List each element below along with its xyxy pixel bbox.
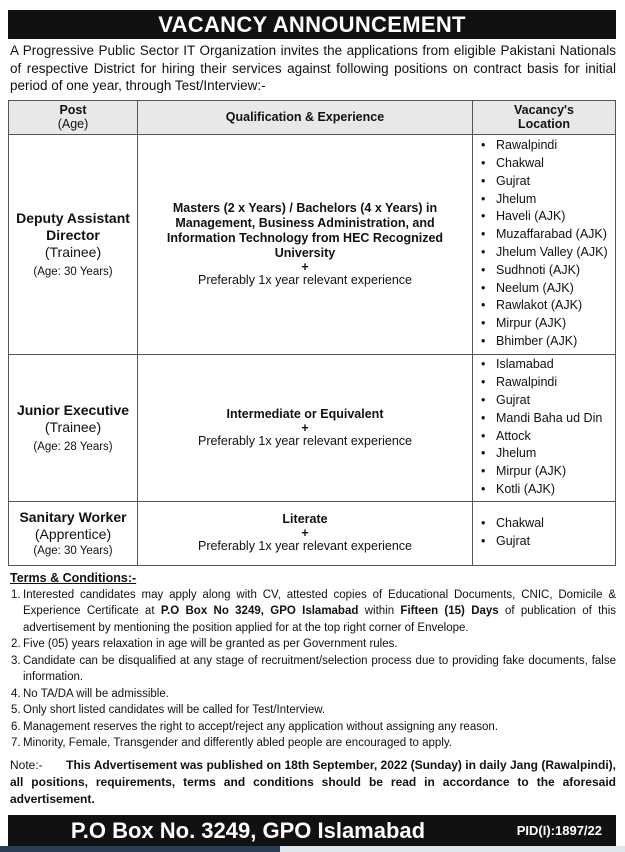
list-item: • Islamabad: [479, 356, 611, 374]
term-number: 5.: [11, 704, 21, 716]
term-text: Five (05) years relaxation in age will be granted as per Government rules.: [23, 638, 398, 650]
table-header-row: [9, 100, 616, 134]
terms-heading: Terms & Conditions:-: [10, 570, 137, 585]
table-row: [9, 134, 616, 354]
note-paragraph: [10, 757, 616, 808]
post-age: (Age: 30 Years): [33, 266, 113, 278]
list-item: • Chakwal: [479, 155, 611, 173]
location-list: [479, 515, 611, 551]
header-post-sub: (Age): [57, 117, 89, 131]
list-item: [8, 636, 616, 653]
list-item: • Sudhnoti (AJK): [479, 262, 611, 280]
qualification-cell: [138, 354, 473, 501]
list-item: [8, 587, 616, 637]
header-qualification: Qualification & Experience: [138, 100, 473, 134]
list-item: [8, 702, 616, 719]
location-list: [479, 137, 611, 351]
term-text: Management reserves the right to accept/reject any application without assigning any reason.: [23, 720, 498, 733]
intro-paragraph: A Progressive Public Sector IT Organization invites the applications from eligible Pakistani Nationals of respective District for hiring their services against following positions on contract basis for initial period of one year, through Test/Interview:-: [10, 43, 616, 93]
post-age: (Age: 28 Years): [33, 441, 113, 453]
term-number: 2.: [11, 638, 21, 650]
table-row: [9, 501, 616, 565]
header-post-label: Post: [59, 103, 87, 117]
location-cell: [473, 134, 616, 354]
header-location: [473, 100, 616, 134]
qualification-text: Literate: [282, 512, 328, 526]
list-item: • Jhelum: [479, 445, 611, 463]
post-title-line2: Director: [46, 227, 100, 243]
qualification-cell: [138, 501, 473, 565]
plus-sign: +: [301, 420, 309, 435]
post-age: (Age: 30 Years): [33, 545, 113, 557]
list-item: • Attock: [479, 428, 611, 446]
experience-text: Preferably 1x year relevant experience: [197, 272, 412, 287]
bottom-edge-highlight: [280, 846, 625, 852]
header-location-line2: Location: [517, 117, 571, 131]
vacancy-table: [8, 100, 616, 566]
post-title: Sanitary Worker: [19, 509, 127, 525]
experience-text: Preferably 1x year relevant experience: [197, 539, 412, 553]
list-item: • Muzaffarabad (AJK): [479, 226, 611, 244]
list-item: [8, 719, 616, 736]
location-cell: [473, 501, 616, 565]
post-subtitle: (Apprentice): [34, 526, 112, 542]
header-location-line1: Vacancy's: [514, 103, 574, 117]
term-text: within: [358, 605, 401, 617]
term-text: Interested candidates may apply along with CV, attested copies of Educational Documents, CNIC, Domicile & Experience Certificate at: [23, 588, 616, 617]
list-item: [8, 686, 616, 703]
post-title: Junior Executive: [16, 402, 130, 418]
list-item: • Neelum (AJK): [479, 280, 611, 298]
term-deadline: Fifteen (15) Days: [400, 605, 499, 617]
term-text: Minority, Female, Transgender and differently abled people are encouraged to apply.: [23, 737, 452, 749]
list-item: • Rawalpindi: [479, 374, 611, 392]
list-item: • Rawlakot (AJK): [479, 297, 611, 315]
page-title: VACANCY ANNOUNCEMENT: [8, 10, 616, 39]
term-number: 1.: [11, 588, 21, 601]
post-cell: [9, 501, 138, 565]
footer-bar: [8, 815, 616, 846]
list-item: • Mirpur (AJK): [479, 463, 611, 481]
qualification-cell: [138, 134, 473, 354]
qualification-text: Intermediate or Equivalent: [226, 406, 384, 421]
footer-pid: PID(I):1897/22: [516, 823, 602, 838]
list-item: • Chakwal: [479, 515, 611, 533]
qualification-text: Masters (2 x Years) / Bachelors (4 x Years) in Management, Business Administration, and Information Technology from HEC Recognized University: [166, 200, 444, 260]
term-number: 3.: [11, 654, 21, 667]
list-item: • Gujrat: [479, 173, 611, 191]
term-text: Candidate can be disqualified at any stage of recruitment/selection process due to providing fake documents, false information.: [23, 654, 616, 683]
list-item: • Jhelum Valley (AJK): [479, 244, 611, 262]
list-item: [8, 735, 616, 752]
plus-sign: +: [301, 526, 309, 540]
post-title: Deputy Assistant: [16, 210, 130, 226]
list-item: • Rawalpindi: [479, 137, 611, 155]
vacancy-advertisement: [8, 10, 616, 808]
note-label: Note:-: [10, 757, 43, 772]
list-item: • Gujrat: [479, 533, 611, 551]
term-text: No TA/DA will be admissible.: [23, 687, 169, 700]
list-item: [8, 653, 616, 686]
list-item: • Mirpur (AJK): [479, 315, 611, 333]
term-number: 4.: [11, 687, 21, 700]
post-subtitle: (Trainee): [44, 244, 102, 260]
location-list: [479, 356, 611, 498]
list-item: • Gujrat: [479, 392, 611, 410]
term-address: P.O Box No 3249, GPO Islamabad: [160, 605, 359, 617]
post-cell: [9, 354, 138, 501]
list-item: • Mandi Baha ud Din: [479, 410, 611, 428]
term-number: 6.: [11, 720, 21, 733]
experience-text: Preferably 1x year relevant experience: [197, 433, 412, 448]
post-subtitle: (Trainee): [44, 419, 102, 435]
table-row: [9, 354, 616, 501]
term-text: of publication of this advertisement by mentioning the position applied for at the top right corner of Envelope.: [23, 605, 617, 634]
terms-list: [8, 587, 616, 752]
note-text: This Advertisement was published on 18th September, 2022 (Sunday) in daily Jang (Rawalpindi), all positions, requirements, terms and conditions should be read in accordance to the aforesaid advertisement.: [10, 757, 616, 806]
term-text: Only short listed candidates will be called for Test/Interview.: [23, 704, 326, 716]
list-item: • Kotli (AJK): [479, 481, 611, 499]
list-item: • Bhimber (AJK): [479, 333, 611, 351]
post-cell: [9, 134, 138, 354]
list-item: • Jhelum: [479, 191, 611, 209]
term-number: 7.: [11, 737, 21, 749]
list-item: • Haveli (AJK): [479, 208, 611, 226]
location-cell: [473, 354, 616, 501]
header-post: [9, 100, 138, 134]
footer-address: P.O Box No. 3249, GPO Islamabad: [70, 818, 426, 843]
plus-sign: +: [301, 259, 309, 274]
